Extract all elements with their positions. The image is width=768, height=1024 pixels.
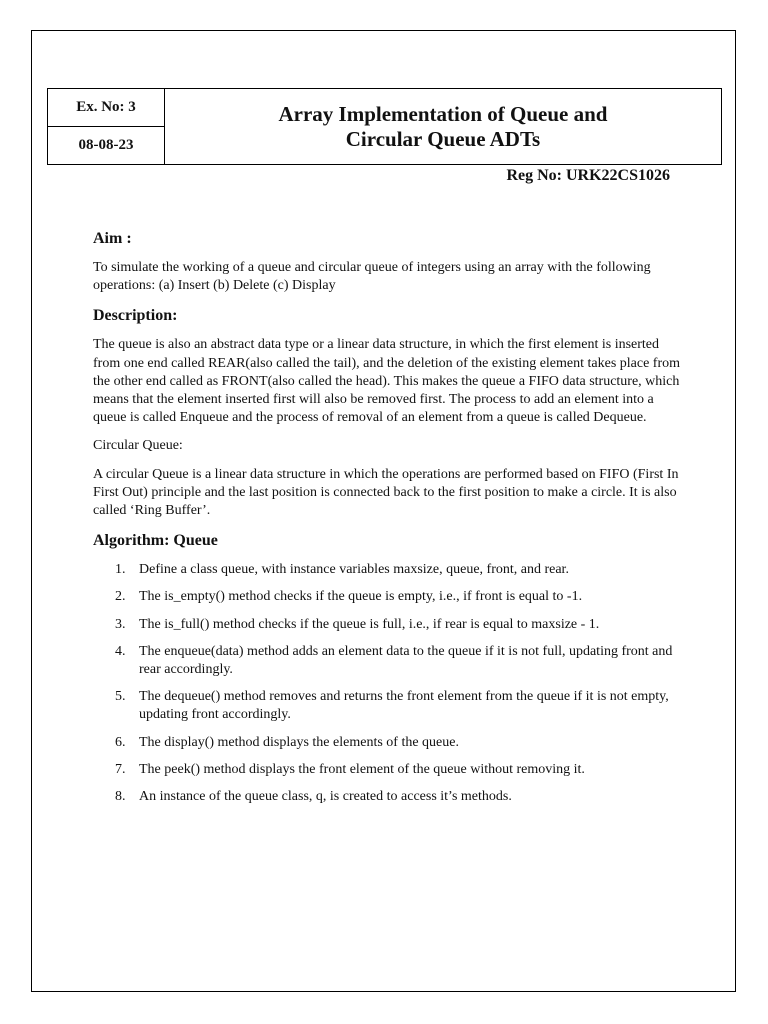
algorithm-heading: Algorithm: Queue [93,532,218,550]
circular-queue-text: A circular Queue is a linear data structure in which the operations are performed based on FIFO (First In First Out) principle and the last position is connected back to the first position to make a circle. It is also called ‘Ring Buffer’. [93,466,679,519]
step-number: 4. [115,643,126,659]
step-number: 6. [115,734,126,750]
aim-text: To simulate the working of a queue and circular queue of integers using an array with the following operations: (a) Insert (b) Delete (c) Display [93,260,651,294]
list-item [93,788,683,806]
step-text: The is_full() method checks if the queue is full, i.e., if rear is equal to maxsize - 1. [139,616,600,632]
step-text: The is_empty() method checks if the queue is empty, i.e., if front is equal to -1. [139,589,583,605]
step-number: 8. [115,789,126,805]
description-text: The queue is also an abstract data type or a linear data structure, in which the first element is inserted from one end called REAR(also called the tail), and the deletion of the existing element takes place from the other end called as FRONT(also called the head). This makes the queue a FIFO data structure, which means that the element inserted first will also be removed first. The process to add an element into a queue is called Enqueue and the process of removal of an element from a queue is called Dequeue. [93,337,681,426]
step-number: 1. [115,562,126,578]
step-text: The enqueue(data) method adds an element data to the queue if it is not full, updating front and rear accordingly. [139,643,673,678]
algorithm-steps [93,561,683,806]
document-title [165,89,721,164]
list-item [93,561,683,579]
title-line-1: Array Implementation of Queue and [278,101,608,126]
step-number: 3. [115,616,126,632]
aim-heading: Aim : [93,230,132,247]
exercise-number: Ex. No: 3 [48,89,164,127]
step-number: 2. [115,589,126,605]
step-text: Define a class queue, with instance variables maxsize, queue, front, and rear. [139,562,569,578]
list-item [93,588,683,606]
registration-number: Reg No: URK22CS1026 [506,167,670,184]
document-content [93,228,683,815]
step-text: An instance of the queue class, q, is created to access it’s methods. [139,789,512,805]
circular-queue-label: Circular Queue: [93,438,183,454]
step-text: The peek() method displays the front element of the queue without removing it. [139,761,585,777]
list-item [93,643,683,679]
step-text: The display() method displays the elements of the queue. [139,734,459,750]
header-table [47,88,722,165]
step-number: 5. [115,689,126,705]
list-item [93,761,683,779]
step-text: The dequeue() method removes and returns the front element from the queue if it is not empty, updating front accordingly. [139,689,669,723]
list-item [93,688,683,724]
list-item [93,734,683,752]
description-heading: Description: [93,307,178,325]
step-number: 7. [115,761,126,777]
header-left-column [48,89,165,164]
exercise-date: 08-08-23 [78,137,134,153]
list-item [93,616,683,634]
title-line-2: Circular Queue ADTs [345,126,541,151]
